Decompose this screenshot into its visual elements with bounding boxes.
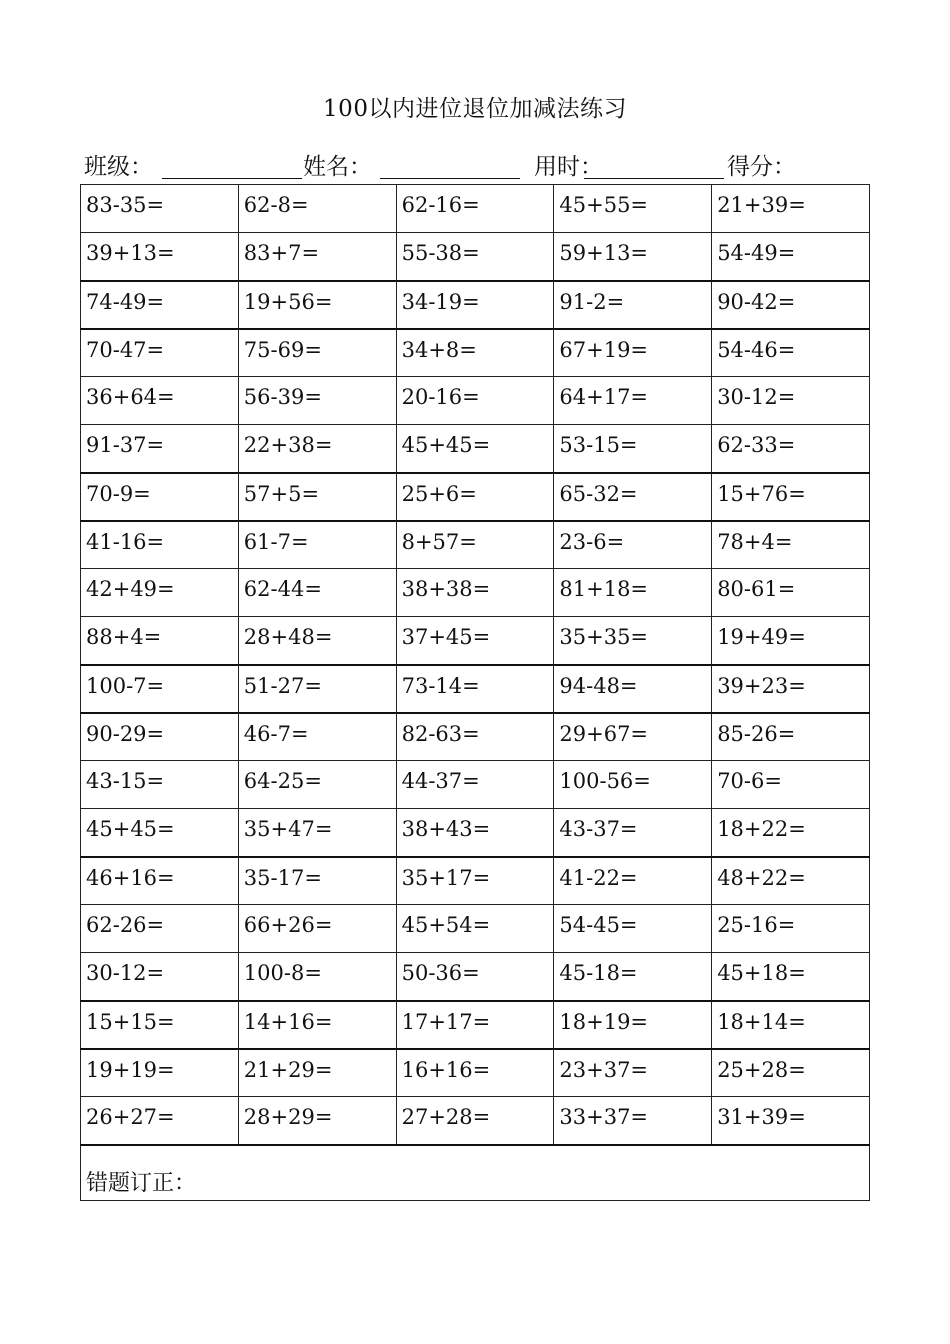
problem-cell: 91-37=	[81, 425, 239, 473]
problem-cell: 19+56=	[238, 281, 396, 329]
problem-cell: 48+22=	[712, 857, 870, 905]
problem-cell: 17+17=	[396, 1001, 554, 1049]
problem-cell: 54-49=	[712, 233, 870, 281]
problem-cell: 67+19=	[554, 329, 712, 377]
time-blank[interactable]	[584, 178, 724, 179]
problem-cell: 65-32=	[554, 473, 712, 521]
problem-cell: 59+13=	[554, 233, 712, 281]
problem-cell: 57+5=	[238, 473, 396, 521]
problem-cell: 66+26=	[238, 905, 396, 953]
problem-cell: 35+17=	[396, 857, 554, 905]
problem-cell: 14+16=	[238, 1001, 396, 1049]
problem-cell: 25+28=	[712, 1049, 870, 1097]
name-label: 姓名：	[303, 154, 372, 180]
problem-cell: 25+6=	[396, 473, 554, 521]
problem-row	[81, 425, 870, 473]
problem-cell: 91-2=	[554, 281, 712, 329]
problem-cell: 41-22=	[554, 857, 712, 905]
problem-cell: 45+18=	[712, 953, 870, 1001]
problem-cell: 85-26=	[712, 713, 870, 761]
problem-cell: 45+45=	[396, 425, 554, 473]
problem-cell: 70-9=	[81, 473, 239, 521]
problem-cell: 64-25=	[238, 761, 396, 809]
problem-row	[81, 905, 870, 953]
problem-cell: 25-16=	[712, 905, 870, 953]
problem-cell: 62-44=	[238, 569, 396, 617]
problem-cell: 62-33=	[712, 425, 870, 473]
problem-cell: 42+49=	[81, 569, 239, 617]
problem-cell: 34-19=	[396, 281, 554, 329]
problem-cell: 28+48=	[238, 617, 396, 665]
problem-cell: 23-6=	[554, 521, 712, 569]
problem-cell: 15+76=	[712, 473, 870, 521]
problem-cell: 54-46=	[712, 329, 870, 377]
problem-cell: 30-12=	[712, 377, 870, 425]
problem-row	[81, 713, 870, 761]
problem-cell: 35+47=	[238, 809, 396, 857]
problem-cell: 41-16=	[81, 521, 239, 569]
problem-row	[81, 1049, 870, 1097]
problem-row	[81, 233, 870, 281]
problem-cell: 62-16=	[396, 185, 554, 233]
problem-cell: 23+37=	[554, 1049, 712, 1097]
problem-cell: 62-8=	[238, 185, 396, 233]
problem-cell: 62-26=	[81, 905, 239, 953]
problem-row	[81, 185, 870, 233]
problem-cell: 100-56=	[554, 761, 712, 809]
problem-cell: 45+55=	[554, 185, 712, 233]
problem-row	[81, 377, 870, 425]
name-blank[interactable]	[380, 178, 520, 179]
problem-cell: 34+8=	[396, 329, 554, 377]
problem-cell: 39+13=	[81, 233, 239, 281]
problem-row	[81, 617, 870, 665]
problem-cell: 74-49=	[81, 281, 239, 329]
problem-cell: 37+45=	[396, 617, 554, 665]
problem-row	[81, 329, 870, 377]
problem-cell: 38+43=	[396, 809, 554, 857]
problem-cell: 56-39=	[238, 377, 396, 425]
problem-cell: 83-35=	[81, 185, 239, 233]
problem-cell: 50-36=	[396, 953, 554, 1001]
problem-cell: 46-7=	[238, 713, 396, 761]
problem-cell: 90-29=	[81, 713, 239, 761]
problem-cell: 70-6=	[712, 761, 870, 809]
problem-cell: 100-7=	[81, 665, 239, 713]
problem-cell: 75-69=	[238, 329, 396, 377]
problem-cell: 45-18=	[554, 953, 712, 1001]
problem-cell: 35+35=	[554, 617, 712, 665]
problem-cell: 18+14=	[712, 1001, 870, 1049]
problem-cell: 33+37=	[554, 1097, 712, 1145]
problem-cell: 22+38=	[238, 425, 396, 473]
worksheet-title: 100以内进位退位加减法练习	[323, 96, 627, 122]
problem-cell: 19+19=	[81, 1049, 239, 1097]
problem-cell: 18+22=	[712, 809, 870, 857]
problem-cell: 36+64=	[81, 377, 239, 425]
time-label: 用时：	[534, 154, 603, 180]
problem-row	[81, 1001, 870, 1049]
problem-cell: 81+18=	[554, 569, 712, 617]
problem-cell: 45+45=	[81, 809, 239, 857]
problem-cell: 70-47=	[81, 329, 239, 377]
problem-cell: 21+39=	[712, 185, 870, 233]
correction-label: 错题订正：	[81, 1145, 870, 1201]
problem-cell: 51-27=	[238, 665, 396, 713]
problem-cell: 20-16=	[396, 377, 554, 425]
problem-cell: 43-37=	[554, 809, 712, 857]
problem-row	[81, 521, 870, 569]
problem-cell: 8+57=	[396, 521, 554, 569]
problem-row	[81, 569, 870, 617]
problem-cell: 30-12=	[81, 953, 239, 1001]
problem-table	[80, 184, 870, 1201]
problem-row	[81, 473, 870, 521]
problem-cell: 43-15=	[81, 761, 239, 809]
student-info-row	[84, 144, 874, 184]
problem-cell: 88+4=	[81, 617, 239, 665]
problem-cell: 15+15=	[81, 1001, 239, 1049]
problem-row	[81, 1097, 870, 1145]
problem-cell: 53-15=	[554, 425, 712, 473]
problem-cell: 61-7=	[238, 521, 396, 569]
class-label: 班级：	[84, 154, 153, 180]
problem-row	[81, 857, 870, 905]
problem-row	[81, 281, 870, 329]
problem-cell: 16+16=	[396, 1049, 554, 1097]
problem-cell: 39+23=	[712, 665, 870, 713]
problem-cell: 35-17=	[238, 857, 396, 905]
problem-cell: 78+4=	[712, 521, 870, 569]
problem-row	[81, 665, 870, 713]
problem-cell: 100-8=	[238, 953, 396, 1001]
problem-cell: 21+29=	[238, 1049, 396, 1097]
problem-cell: 31+39=	[712, 1097, 870, 1145]
problem-cell: 54-45=	[554, 905, 712, 953]
problem-row	[81, 809, 870, 857]
problem-cell: 46+16=	[81, 857, 239, 905]
problem-row	[81, 953, 870, 1001]
score-label: 得分：	[727, 154, 796, 180]
correction-row	[81, 1145, 870, 1201]
problem-cell: 45+54=	[396, 905, 554, 953]
problem-cell: 18+19=	[554, 1001, 712, 1049]
problem-cell: 90-42=	[712, 281, 870, 329]
problem-cell: 83+7=	[238, 233, 396, 281]
problem-cell: 19+49=	[712, 617, 870, 665]
problem-cell: 64+17=	[554, 377, 712, 425]
problem-cell: 29+67=	[554, 713, 712, 761]
problem-cell: 26+27=	[81, 1097, 239, 1145]
problem-cell: 28+29=	[238, 1097, 396, 1145]
problem-cell: 55-38=	[396, 233, 554, 281]
problem-row	[81, 761, 870, 809]
problem-cell: 80-61=	[712, 569, 870, 617]
problem-cell: 27+28=	[396, 1097, 554, 1145]
problem-cell: 82-63=	[396, 713, 554, 761]
class-blank[interactable]	[162, 178, 302, 179]
problem-cell: 73-14=	[396, 665, 554, 713]
problem-cell: 94-48=	[554, 665, 712, 713]
problem-cell: 44-37=	[396, 761, 554, 809]
problem-cell: 38+38=	[396, 569, 554, 617]
